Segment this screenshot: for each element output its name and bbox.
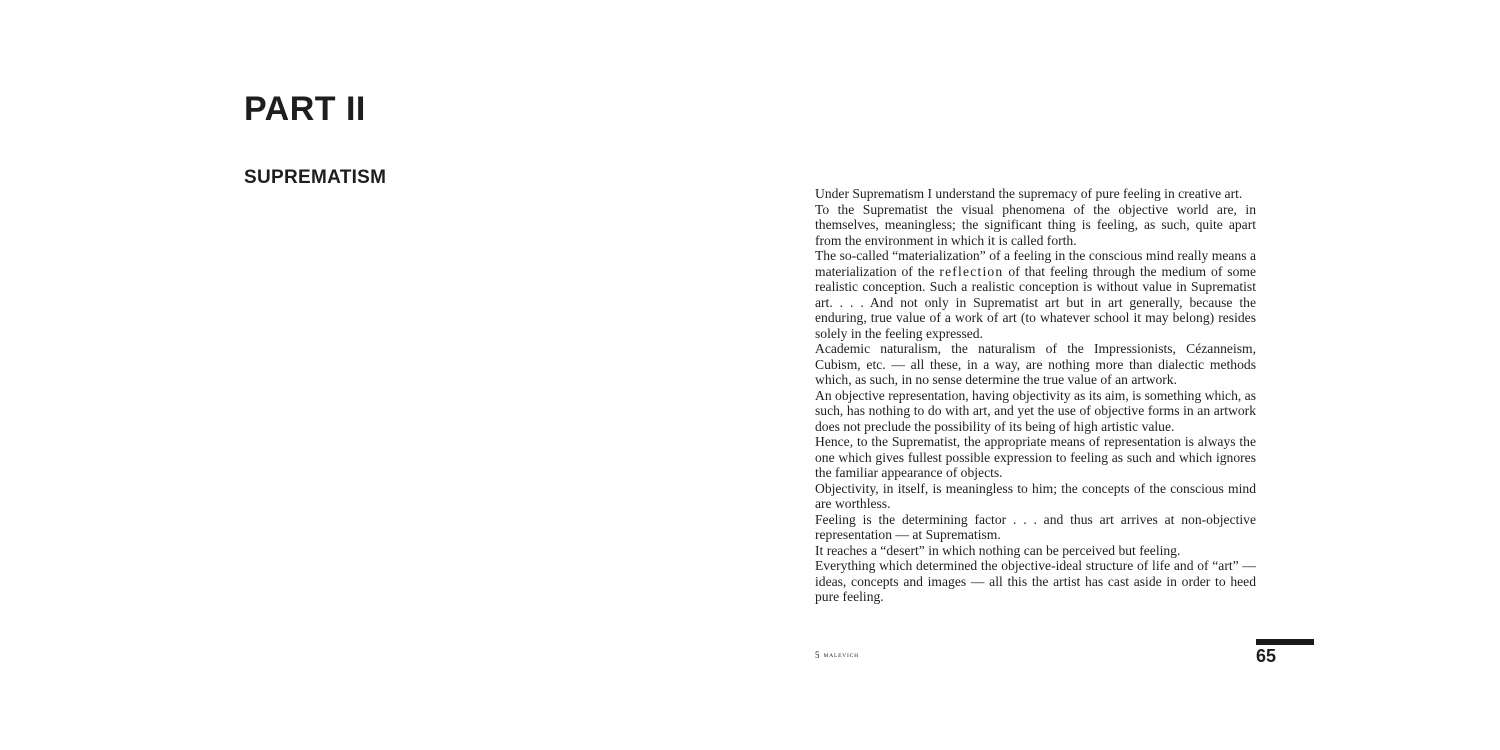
signature-number: 5 — [815, 650, 820, 660]
paragraph: It reaches a “desert” in which nothing can be perceived but feeling. — [815, 542, 1181, 558]
body-text — [815, 186, 1256, 605]
section-title: SUPREMATISM — [244, 167, 387, 188]
paragraph: Feeling is the determining factor . . . and thus art arrives at non-objective representation — at Suprematism. — [815, 511, 1256, 542]
part-title: PART II — [244, 90, 366, 128]
page-number: 65 — [1256, 646, 1277, 666]
signature-name: MALEVICH — [823, 653, 859, 659]
emphasized-word: reflection — [939, 263, 1004, 279]
paragraph: An objective representation, having objectivity as its aim, is something which, as such, has nothing to do with art, and yet the use of objective forms in an artwork does not preclude the possibility of its being of high artistic value. — [815, 387, 1256, 434]
paragraph: Objectivity, in itself, is meaningless to him; the concepts of the conscious mind are worthless. — [815, 480, 1256, 511]
paragraph: Under Suprematism I understand the supremacy of pure feeling in creative art. — [815, 186, 1243, 201]
page-number-bar — [1256, 639, 1314, 645]
paragraph-text: of that feeling through the medium of some realistic conception. Such a realistic conception is without value in Suprematist art. . . . And not only in Suprematist art but in art generally, because the enduring, true value of a work of art (to whatever school it may belong) resides solely in the feeling expressed. — [815, 263, 1257, 341]
paragraph: To the Suprematist the visual phenomena of the objective world are, in themselves, meaningless; the significant thing is feeling, as such, quite apart from the environment in which it is called forth. — [815, 201, 1256, 248]
paragraph: Hence, to the Suprematist, the appropriate means of representation is always the one which gives fullest possible expression to feeling as such and which ignores the familiar appearance of objects. — [815, 434, 1256, 480]
paragraph: Everything which determined the objective-ideal structure of life and of “art” — ideas, concepts and images — all this the artist has cast aside in order to heed pure feeling. — [815, 558, 1256, 604]
paragraph-text: The so-called “materialization” of a feeling in the conscious mind really means a materialization of the — [815, 248, 1256, 279]
signature-mark — [815, 645, 859, 663]
paragraph — [815, 248, 1256, 341]
paragraph: Academic naturalism, the naturalism of the Impressionists, Cézanneism, Cubism, etc. — all these, in a way, are nothing more than dialectic methods which, as such, in no sense determine the true value of an artwork. — [815, 341, 1256, 387]
